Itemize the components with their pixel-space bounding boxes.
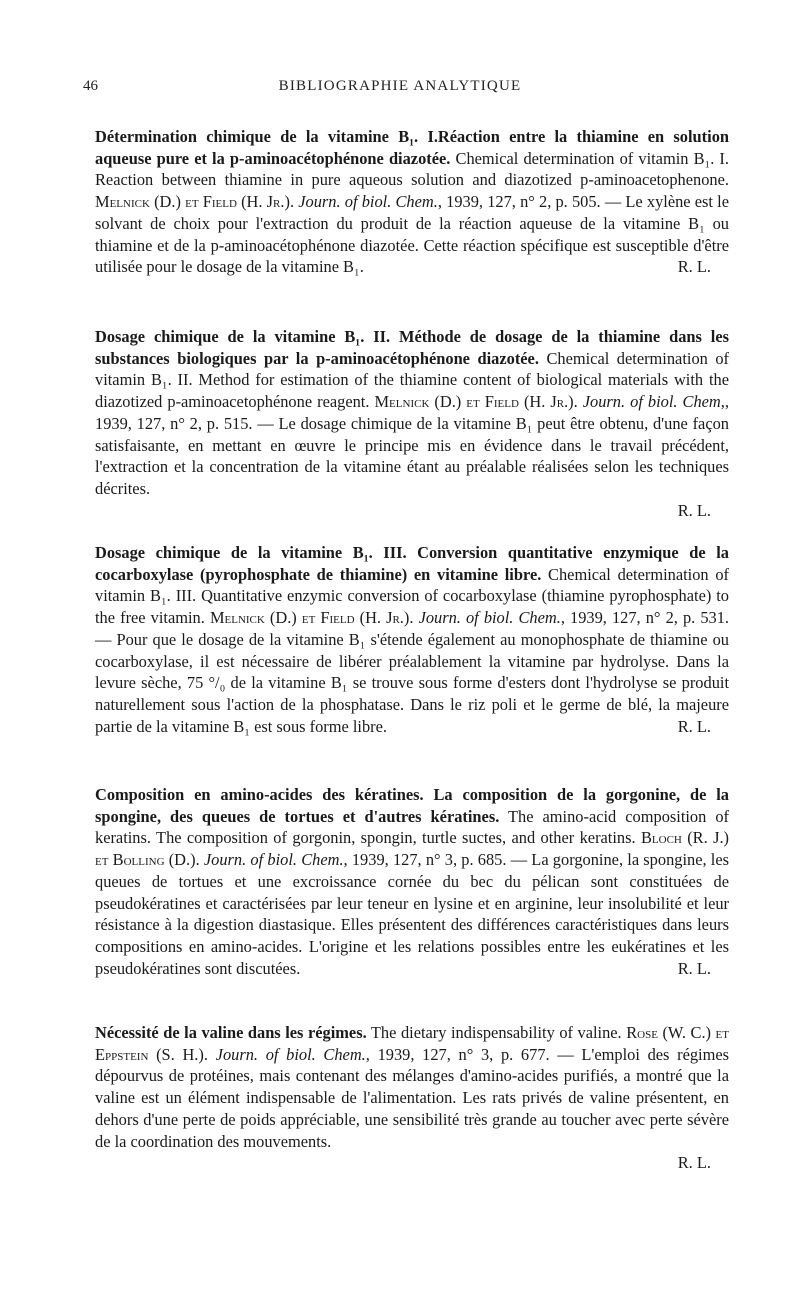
bibliography-entry	[95, 126, 729, 278]
entry-text	[95, 126, 729, 278]
entry-title-en: Chemical determination of vitamin B₁. II. Method for estimation of the thiamine content of biological materials with the diazotized p-aminoacetophénone reagent.	[95, 348, 730, 412]
bibliography-entry	[95, 784, 729, 979]
entry-authors: Melnick (D.) et Field (H. Jr.).	[374, 392, 578, 412]
entry-abstract: — Pour que le dosage de la vitamine B₁ s'étende également au monophosphate de thiamine ou cocarboxylase, il est nécessaire de libérer préalablement la vitamine par hydrolyse. Dans la levure sèche, 75 °/₀ de la vitamine B₁ se trouve sous forme d'esters dont l'hydrolyse se produit naturellement sous l'action de la phosphatase. Dans le riz poli et le germe de blé, la majeure partie de la vitamine B₁ est sous forme libre.	[95, 629, 729, 736]
entry-citation: , 1939, 127, n° 3, p. 685.	[343, 850, 507, 870]
entry-signature: R. L.	[677, 500, 711, 520]
entry-text	[95, 542, 729, 737]
entry-signature: R. L.	[677, 1153, 711, 1173]
bibliography-entry	[95, 326, 729, 521]
entry-authors: Rose (W. C.) et Eppstein (S. H.).	[95, 1023, 729, 1064]
entry-journal: Journ. of biol. Chem,	[582, 392, 725, 412]
entry-citation: , 1939, 127, n° 2, p. 505.	[437, 192, 601, 212]
bibliography-entry	[95, 1022, 729, 1174]
entry-authors: Melnick (D.) et Field (H. Jr.).	[209, 608, 414, 628]
entry-text	[95, 326, 729, 500]
entry-title-en: Chemical determination of vitamin B₁. I. Reaction between thiamine in pure aqueous solution and diazotized p-aminoacetophenone.	[95, 148, 729, 190]
entry-authors: Bloch (R. J.) et Bolling (D.).	[95, 828, 729, 870]
entry-journal: Journ. of biol. Chem.	[298, 192, 438, 212]
bibliography-entry	[95, 542, 729, 737]
page-number: 46	[83, 78, 98, 94]
entry-abstract: — La gorgonine, la spongine, les queues de tortues et une excroissance cornée du bec du pélican sont constituées de pseudokératines et caractérisées par leur teneur en lysine et en arginine, leur insolubilité et leur résistance à la digestion diastasique. Elles présentent des différences caractéristiques dans leurs compositions en amino-acides. L'origine et les relations possibles entre les eukératines et les pseudokératines sont discutées.	[95, 850, 730, 978]
entry-citation: , 1939, 127, n° 2, p. 515.	[95, 392, 729, 433]
entry-signature: R. L.	[677, 716, 711, 736]
entry-title-fr: Dosage chimique de la vitamine B₁. II. Méthode de dosage de la thiamine dans les substances biologiques par la p-aminoacétophénone diazotée.	[95, 327, 729, 368]
entry-journal: Journ. of biol. Chem.	[418, 608, 561, 628]
entry-title-en: The amino-acid composition of keratins. The composition of gorgonin, spongin, turtle suctes, and other keratins.	[95, 806, 729, 848]
entry-signature: R. L.	[677, 257, 711, 277]
entry-abstract: — L'emploi des régimes dépourvus de protéines, mais contenant des mélanges d'amino-acides purifiés, a montré que la valine est un élément indispensable de l'alimentation. Les rats privés de valine présentent, en dehors d'une perte de poids appréciable, une sensibilité très grande au toucher avec perte sévère de la coordination des mouvements.	[95, 1044, 730, 1151]
entry-abstract: — Le xylène est le solvant de choix pour l'extraction du produit de la réaction aqueuse de la vitamine B₁ ou thiamine et de la p-aminoacétophénone diazotée. Cette réaction spécifique est susceptible d'être utilisée pour le dosage de la vitamine B₁.	[95, 192, 729, 277]
entry-text	[95, 1022, 729, 1152]
entry-title-fr: Nécessité de la valine dans les régimes.	[95, 1023, 367, 1042]
entry-journal: Journ. of biol. Chem.	[215, 1044, 366, 1064]
entry-title-en: Chemical determination of vitamin B₁. III. Quantitative enzymic conversion of cocarboxylase (thiamine pyrophosphate) to the free vitamin.	[95, 564, 729, 628]
entry-text	[95, 784, 729, 979]
entry-signature: R. L.	[677, 958, 711, 978]
entry-citation: , 1939, 127, n° 3, p. 677.	[365, 1044, 550, 1064]
entry-title-fr: Détermination chimique de la vitamine B₁. I.Réaction entre la thiamine en solution aqueuse pure et la p-aminoacétophénone diazotée.	[95, 127, 729, 168]
entry-title-fr: Composition en amino-acides des kératines. La composition de la gorgonine, de la spongine, des queues de tortues et d'autres kératines.	[95, 785, 729, 826]
entry-title-en: The dietary indispensability of valine.	[370, 1023, 622, 1042]
entry-title-fr: Dosage chimique de la vitamine B₁. III. Conversion quantitative enzymique de la cocarboxylase (pyrophosphate de thiamine) en vitamine libre.	[95, 543, 729, 584]
page-header	[83, 78, 717, 102]
entry-journal: Journ. of biol. Chem.	[203, 850, 344, 870]
entry-citation: , 1939, 127, n° 2, p. 531.	[560, 608, 729, 628]
entry-authors: Melnick (D.) et Field (H. Jr.).	[95, 192, 295, 212]
entry-abstract: — Le dosage chimique de la vitamine B₁ peut être obtenu, d'une façon satisfaisante, en mettant en œuvre le principe mis en évidence dans le travail précédent, l'extraction et la concentration de la vitamine étant au préalable réalisées selon les techniques décrites.	[95, 413, 729, 498]
running-title: BIBLIOGRAPHIE ANALYTIQUE	[278, 78, 522, 94]
